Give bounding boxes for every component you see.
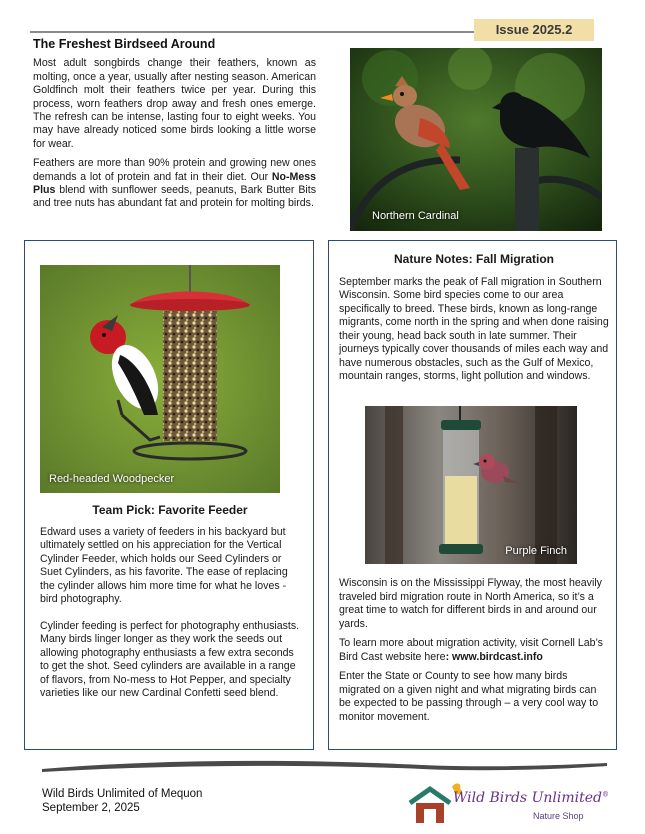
team-pick-paragraph-2: Cylinder feeding is perfect for photography enthusiasts. Many birds linger longer as they work the seeds out allowing photography enthusiasts a few extra seconds to get the shot. Seed cylinders are available in a range of flavors, from No-mess to Hot Pepper, and specialty varieties like our new Cardinal Confetti seed blend. [40,619,300,699]
team-pick-article [40,504,300,714]
intro-p2-text: Feathers are more than 90% protein and growing new ones demands a lot of protein and fat in their diet. Our [33,157,316,183]
intro-title: The Freshest Birdseed Around [33,37,216,51]
footer-info [42,788,202,815]
woodpecker-photo [40,265,280,493]
nature-notes-paragraph-4: Enter the State or County to see how many birds migrated on a given night and what migrating birds can be expected to be passing through – a very cool way to monitor movement. [339,670,599,723]
product-name: No-Mess Plus [33,170,316,197]
woodpecker-illustration [40,265,280,493]
intro-paragraph-1: Most adult songbirds change their feathers, known as molting, once a year, usually after nesting season. American Goldfinch molt their feathers twice per year. During this process, worn feathers drop away and fresh ones emerge. The refresh can be intense, lasting four to eight weeks. You may have already noticed some birds looking a little worse for wear. [33,57,316,150]
birdcast-link[interactable]: : www.birdcast.info [445,650,543,663]
logo-trademark: ® [601,790,609,799]
nature-notes-continued [339,577,611,730]
nature-notes-paragraph-3 [339,637,611,664]
finch-caption: Purple Finch [505,545,567,557]
footer-swoosh [42,757,607,777]
header-rule [30,31,478,33]
issue-badge: Issue 2025.2 [474,19,594,41]
logo-subtitle: Nature Shop [533,811,584,821]
cardinal-illustration [350,48,602,231]
issue-date: September 2, 2025 [42,801,140,814]
intro-paragraph-2 [33,157,316,211]
birdcast-text: To learn more about migration activity, visit Cornell Lab’s Bird Cast website here [339,637,603,663]
logo-wordmark [453,790,609,806]
cardinal-photo [350,48,602,231]
team-pick-title: Team Pick: Favorite Feeder [92,503,248,517]
team-pick-paragraph-1: Edward uses a variety of feeders in his backyard but ultimately settled on his appreciation for the Vertical Cylinder Feeder, which holds our Seed Cylinders or Suet Cylinders, as his favorite. The ease of replacing the cylinder allows him more time for what he loves - bird photography. [40,525,288,605]
store-name: Wild Birds Unlimited of Mequon [42,788,203,800]
intro-p2-text-end: blend with sunflower seeds, peanuts, Bark Butter Bits and tree nuts has abundant fat and protein for molting birds. [33,184,316,210]
nature-notes-article [339,253,609,384]
nature-notes-title: Nature Notes: Fall Migration [393,252,554,266]
nature-notes-paragraph-1: September marks the peak of Fall migration in Southern Wisconsin. Some bird species come to our area specifically to breed. These birds, known as long-range migrants, come north in the spring and when done raising their young, head back south in late summer. Their journeys typically cover thousands of miles each way and have numerous obstacles, such as the Gulf of Mexico, mountain ranges, storms, light pollution and windows. [339,275,609,382]
cardinal-caption: Northern Cardinal [372,210,459,222]
nature-notes-paragraph-2: Wisconsin is on the Mississippi Flyway, the most heavily traveled bird migration route in North America, so it’s a great time to watch for different birds in and around our yards. [339,577,602,630]
intro-article [33,38,316,217]
finch-photo [365,406,577,564]
finch-illustration [365,406,577,564]
logo-name: Wild Birds Unlimited [453,790,602,806]
woodpecker-caption: Red-headed Woodpecker [49,473,175,485]
